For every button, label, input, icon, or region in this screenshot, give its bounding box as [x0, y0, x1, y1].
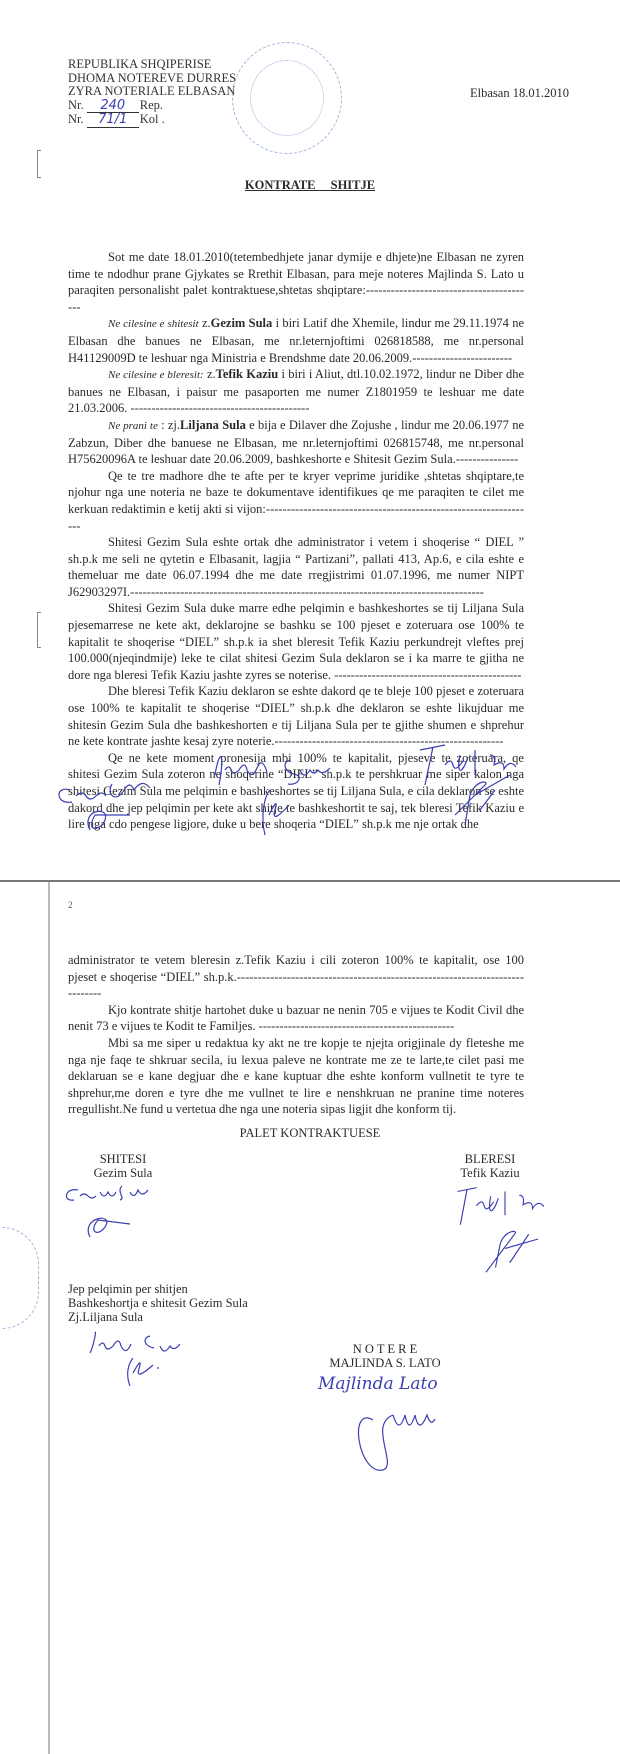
kol-number-line [68, 113, 236, 128]
page-number: 2 [68, 900, 73, 910]
kol-suffix: Kol . [139, 112, 165, 126]
signature-notary-handwritten-name: Majlinda Lato [318, 1374, 438, 1394]
rep-number-line [68, 99, 236, 114]
header-line-2: DHOMA NOTEREVE DURRES [68, 70, 237, 85]
paragraph: administrator te vetem bleresin z.Tefik Kaziu i cili zoteron 100% te kapitalit, ose 100 pjeset e shoqerise “DIEL” sh.p.k.----------------------------------------------------------------------------- [68, 953, 524, 1001]
consent-block [68, 1282, 248, 1324]
margin-mark [37, 150, 41, 178]
paragraph: Sot me date 18.01.2010(tetembedhjete janar dymije e dhjete)ne Elbasan ne zyren time te ndodhur prane Gjykates se Rrethit Elbasan, para meje noteres Majlinda S. Lato u paraqiten personalisht palet kontraktuese,shtetas shqiptare:----------------------------------------- [68, 250, 524, 314]
seller-block [68, 1152, 178, 1180]
header-line-3: ZYRA NOTERIALE ELBASAN [68, 84, 236, 98]
rep-suffix: Rep. [139, 97, 164, 112]
seller-intro: Ne cilesine e shitesit [108, 318, 199, 331]
consent-line-3: Zj.Liljana Sula [68, 1310, 143, 1324]
signature-notary [298, 1400, 468, 1475]
paragraph: Shitesi Gezim Sula duke marre edhe pelqimin e bashkeshortes se tij Liljana Sula pjesemarrese ne kete akt, deklarojne se bashku se 100 pjeset e zoteruara ose 100% te kapitalit te shoqerise “DIEL” sh.p.k ia shet bleresit Tefik Kaziu perkundrejt vleftes prej 100.000(njeqindmije) leke te cilat shitesi Gezim Sula deklaron se i ka marre te gjitha ne dore nga bleresi Tefik Kaziu jashte zyres se noterise. --------------------------------------------- [68, 601, 524, 682]
seller-details: i biri Latif dhe Xhemile, lindur me 29.11.1974 ne Elbasan dhe banues ne Elbasan, me nr.leternjoftimi 026818588, me nr.personal H41129009D te leshuar nga Ministria e Brendshme date 20.06.2009.------------------------ [68, 316, 524, 365]
seller-paragraph [68, 315, 524, 366]
buyer-details: i biri i Aliut, dtl.10.02.1972, lindur ne Diber dhe banues ne Elbasan, i paisur me pasaporten me numer Z1801959 te leshuar me date 21.03.2006. ------------------------------------------- [68, 367, 524, 416]
rep-prefix: Nr. [68, 97, 84, 112]
page-2 [0, 880, 620, 1754]
buyer-block [440, 1152, 540, 1180]
rep-number: 240 [87, 99, 139, 114]
page-edge [48, 882, 50, 1754]
spouse-intro: Ne prani te [108, 419, 158, 432]
notary-title: N O T E R E [352, 1342, 418, 1356]
signature-gezim-sula [50, 760, 180, 840]
paragraph: Dhe bleresi Tefik Kaziu deklaron se eshte dakord qe te bleje 100 pjeset e zoteruara ose 100% te kapitalit te shoqerise “DIEL” sh.p.k dhe deklaron se eshte likujduar me shitesin Gezim Sula dhe bashkeshorten e tij Liljana Sula per te gjithe shumen e shprehur ne kete kontrate jashte kesaj zyre noterie.------------------------------------------------------- [68, 684, 524, 749]
document-title: KONTRATE SHITJE [244, 178, 376, 192]
notary-name: MAJLINDA S. LATO [329, 1356, 441, 1370]
signature-consent [85, 1328, 205, 1388]
notary-stamp-inner [250, 60, 324, 136]
signature-liljana-sula [205, 735, 355, 840]
notary-office-header [68, 58, 236, 128]
paragraph: Qe ne kete moment pronesija mbi 100% te kapitalit, pjeseve te zoteruara, qe shitesi Gezim Sula zoteron ne shoqerine “DIEL” sh.p.k te pershkruar me siper kalon nga shitesi Gezim Sula me pelqimin e bashkeshortes se tij Liljana Sula, e cila deklaron se eshte dakord dhe jep pelqimin per kete akt shitje te bashkeshortit te saj, tek bleresi Tefik Kaziu e lire nga cdo pengese ligjore, duke u bere shoqeria “DIEL” sh.p.k me nje ortak dhe [68, 750, 524, 832]
seller-name: Gezim Sula [210, 316, 273, 331]
signature-tefik-kaziu [415, 735, 535, 835]
spouse-paragraph [68, 417, 524, 468]
seller-name: Gezim Sula [93, 1166, 153, 1180]
buyer-name: Tefik Kaziu [460, 1166, 520, 1180]
paragraph: Qe te tre madhore dhe te afte per te kryer veprime juridike ,shtetas shqiptare,te njohur nga une noteria ne baze te dokumentave identifikues qe me paraqiten te cilet me kerkuan redaktimin e ketij akti si vijon:----------------------------------------------------------------- [68, 468, 524, 533]
kol-number: 71/1 [87, 113, 139, 128]
buyer-intro: Ne cilesine e bleresit: [108, 369, 204, 382]
notary-block [305, 1342, 465, 1370]
paragraph: Kjo kontrate shitje hartohet duke u bazuar ne nenin 705 e vijues te Kodit Civil dhe nenit 73 e vijues te Kodit te Familjes. ----------------------------------------------- [68, 1002, 524, 1034]
signature-buyer [450, 1182, 560, 1277]
prefix: z. [203, 367, 216, 382]
buyer-name: Tefik Kaziu [215, 367, 279, 382]
header-line-1: REPUBLIKA SHQIPERISE [68, 57, 212, 71]
consent-line-2: Bashkeshortja e shitesit Gezim Sula [68, 1296, 248, 1310]
seller-role: SHITESI [99, 1152, 147, 1166]
buyer-role: BLERESI [464, 1152, 516, 1166]
prefix: : zj. [157, 417, 181, 432]
margin-mark [37, 612, 41, 648]
prefix: z. [198, 316, 211, 331]
signature-seller [60, 1182, 160, 1242]
spouse-name: Liljana Sula [180, 417, 246, 432]
buyer-paragraph [68, 366, 524, 417]
paragraph: Shitesi Gezim Sula eshte ortak dhe administrator i vetem i shoqerise “ DIEL ” sh.p.k me seli ne qytetin e Elbasanit, lagjia “ Partizani”, pallati 413, Ap.6, e cila eshte e themeluar me date 06.07.1994 dhe me date rregjistrimi 01.07.1996, me numer NIPT J62903297I.------------------------------------------------------------------------------------- [68, 535, 524, 599]
place-date: Elbasan 18.01.2010 [470, 86, 569, 100]
parties-title: PALET KONTRAKTUESE [239, 1126, 381, 1140]
kol-prefix: Nr. [68, 112, 84, 126]
notary-stamp-page-2 [2, 1227, 39, 1329]
paragraph: Mbi sa me siper u redaktua ky akt ne tre kopje te njejta origjinale dy fleteshe me nga nje faqe te shkruar secila, iu lexua paleve ne kontrate me ze te larte,te cilet pasi me deklaruan se e kane degjuar dhe e kane kuptuar dhe eshte konform vullnetit te tyre te shprehur,me doren e tyre dhe me vullnet te lire e nenshkruan ne pranine time noteres rregullisht.Ne fund u vertetua dhe nga une noteria sipas ligjit dhe konform tij. [68, 1035, 524, 1117]
contract-body-page-2 [68, 952, 524, 1118]
consent-line-1: Jep pelqimin per shitjen [68, 1282, 188, 1296]
spouse-details: e bija e Dilaver dhe Zojushe , lindur me 20.06.1977 ne Zabzun, Diber dhe banuese ne Elbasan, me nr.leternjoftimi 026815748, me nr.personal H75620096A te leshuar date 20.06.2009, bashkeshorte e Shitesit Gezim Sula.--------------- [68, 417, 524, 467]
